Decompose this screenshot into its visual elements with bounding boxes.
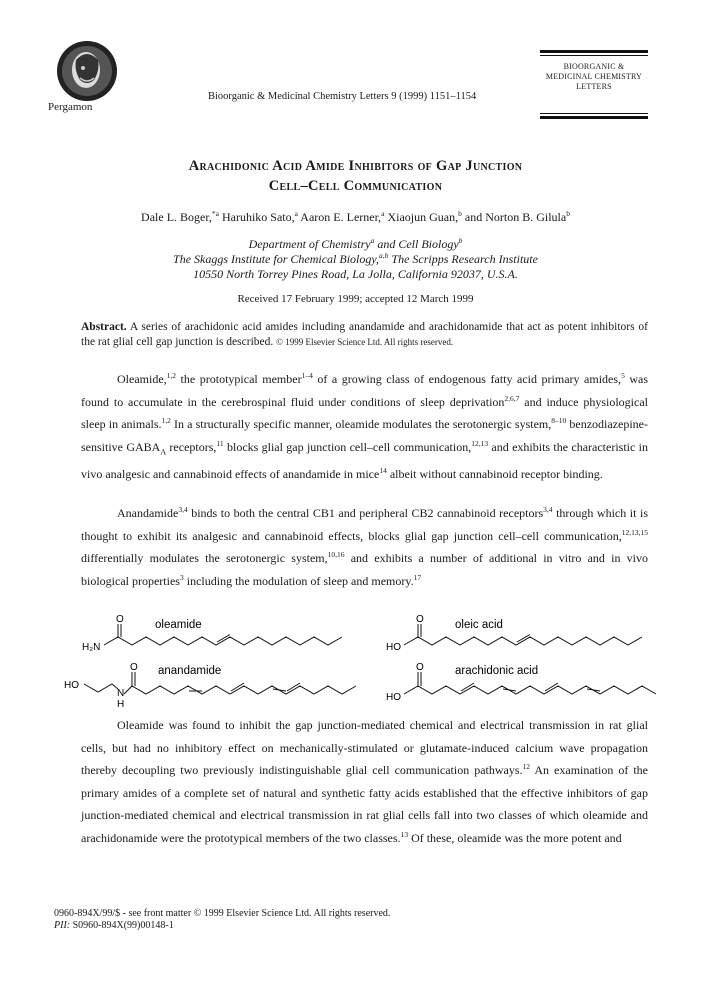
title-line: Cell–Cell Communication (268, 178, 443, 194)
oxygen-label: O (416, 614, 424, 625)
publisher-name: Pergamon (48, 101, 93, 113)
nitrogen-label: N (117, 688, 125, 699)
footer (54, 908, 390, 932)
author: Xiaojun Guan, (384, 210, 459, 224)
body-paragraph-3: Oleamide was found to inhibit the gap junction-mediated chemical and electrical transmission in rat glial cells, but had no inhibitory effect on mechanically-stimulated or glutamate-induced calcium wave propagation thereby decoupling two previously indistinguishable glial cell communication pathways.$^{12}$ An examination of the primary amides of a complete set of natural and synthetic fatty acids established that the effective inhibitors of gap junction-mediated chemical and electrical transmission in rat glial cells fall into two classes of which oleamide and arachidonamide were the prototypical members of the two classes.$^{13}$ Of these, oleamide was the more potent and (81, 718, 649, 845)
author: Dale L. Boger, (141, 210, 212, 224)
body-paragraph-1: Oleamide,$^{1,2}$ the prototypical member$^{1-4}$ of a growing class of endogenous fatty acid primary amides,$^5$ was found to accumulate in the cerebrospinal fluid under conditions of sleep deprivation$^{2,6,7}$ and induce physiological sleep in animals.$^{1,2}$ In a structurally specific manner, oleamide modulates the serotonergic system,$^{8-10}$ benzodiazepine-sensitive $GABA_A$ receptors,$^{11}$ blocks glial gap junction cell–cell communication,$^{12,13}$ and exhibits the characteristic in vivo analgesic and cannabinoid effects of anandamide in mice$^{14}$ albeit without cannabinoid receptor binding. (81, 371, 649, 482)
journal-name-line: BIOORGANIC & (563, 62, 625, 71)
journal-name-box (540, 50, 648, 92)
anandamide-chain (84, 684, 118, 692)
journal-name-line: LETTERS (576, 82, 612, 91)
oxygen-label: O (416, 662, 424, 673)
author: Aaron E. Lerner, (297, 210, 382, 224)
hydroxyl-label: HO (64, 680, 79, 691)
hydroxyl-label: HO (386, 642, 401, 653)
oleic-acid-label: oleic acid (455, 619, 503, 631)
affiliation: Department of Chemistry$^a$ and Cell Biology$^b$ The Skaggs Institute for Chemical Biology,$^{a,b}$ The Scripps Research Institute 10550 North Torrey Pines Road, La Jolla, California 92037, U.S.A. (173, 236, 538, 281)
article-title (0, 156, 711, 196)
pergamon-logo (56, 40, 118, 102)
chemical-structures (60, 612, 680, 712)
journal-rules (540, 113, 648, 119)
journal-citation: Bioorganic & Medicinal Chemistry Letters 9 (1999) 1151–1154 (208, 91, 477, 102)
hydroxyl-label: HO (386, 692, 401, 703)
pii-line: PII: S0960-894X(99)00148-1 (54, 920, 174, 931)
author: Haruhiko Sato, (218, 210, 295, 224)
hydrogen-label: H (117, 699, 125, 710)
received-dates: Received 17 February 1999; accepted 12 March 1999 (237, 293, 474, 305)
oxygen-label: O (130, 662, 138, 673)
arachidonic-acid-label: arachidonic acid (455, 665, 539, 677)
title-line: Arachidonic Acid Amide Inhibitors of Gap Junction (188, 158, 523, 174)
oleamide-label: oleamide (155, 619, 202, 631)
journal-name-line: MEDICINAL CHEMISTRY (545, 72, 643, 81)
oxygen-label: O (116, 614, 124, 625)
author: and Norton B. Gilula (461, 210, 567, 224)
abstract: Abstract. A series of arachidonic acid amides including anandamide and arachidonamide that act as potent inhibitors of the rat glial cell gap junction is described. © 1999 Elsevier Science Ltd. All rights reserved. (81, 321, 648, 348)
copyright-line: 0960-894X/99/$ - see front matter © 1999 Elsevier Science Ltd. All rights reserved. (54, 908, 391, 919)
amine-label: H₂N (82, 642, 101, 653)
anandamide-label: anandamide (158, 665, 222, 677)
body-paragraph-2: Anandamide$^{3,4}$ binds to both the central CB1 and peripheral CB2 cannabinoid receptors$^{3,4}$ through which it is thought to exhibit its analgesic and cannabinoid effects, blocks glial gap junction cell–cell communication,$^{12,13,15}$ differentially modulates the serotonergic system,$^{10,16}$ and exhibits a number of additional in vitro and in vivo biological properties$^3$ including the modulation of sleep and memory.$^{17}$ (81, 505, 649, 588)
arachidonic-acid-chain (404, 686, 656, 694)
author-list: Dale L. Boger,$^{*a}$ Haruhiko Sato,$^a$ Aaron E. Lerner,$^a$ Xiaojun Guan,$^b$ and Norton B. Gilula$^b$ (141, 209, 570, 224)
